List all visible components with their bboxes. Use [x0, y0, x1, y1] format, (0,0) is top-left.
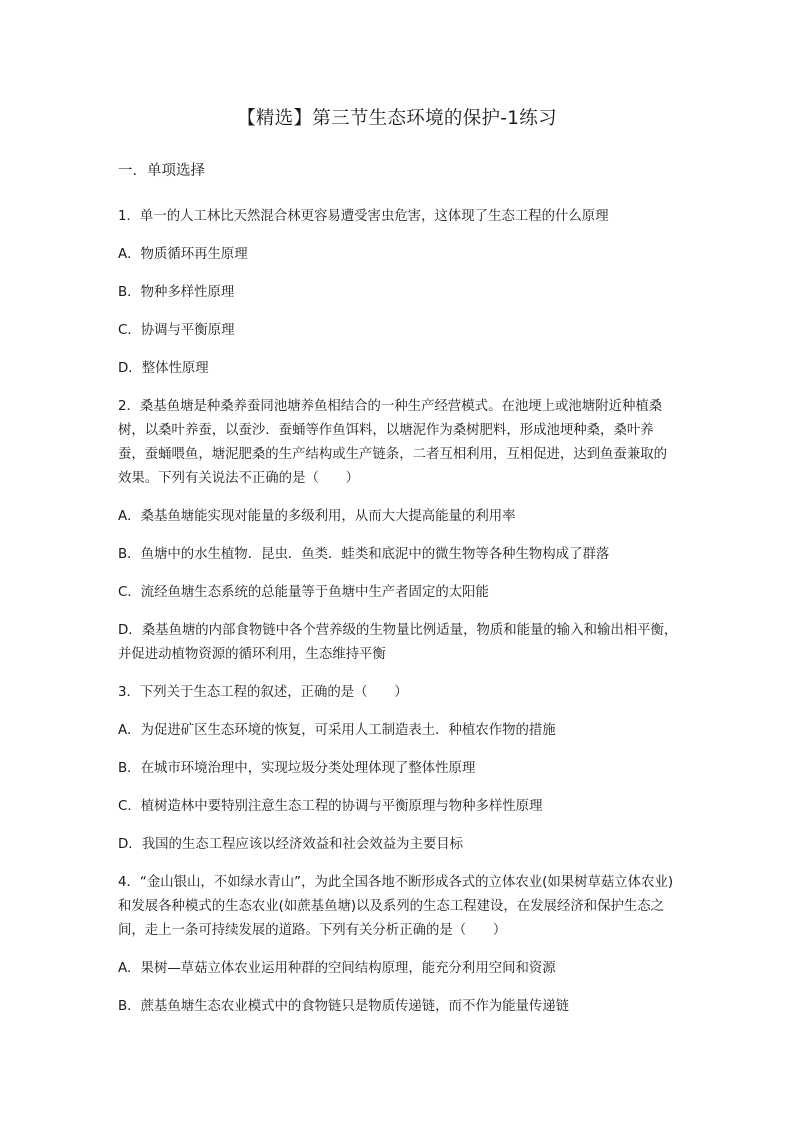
- q1-option-a: A．物质循环再生原理: [118, 247, 248, 262]
- q2-option-b: B．鱼塘中的水生植物．昆虫．鱼类．蛙类和底泥中的微生物等各种生物构成了群落: [118, 547, 610, 562]
- q3-option-c: C．植树造林中要特别注意生态工程的协调与平衡原理与物种多样性原理: [118, 799, 543, 814]
- question-list: [118, 205, 678, 1033]
- q2-option-a: A．桑基鱼塘能实现对能量的多级利用，从而大大提高能量的利用率: [118, 509, 516, 524]
- q2-option-c: C．流经鱼塘生态系统的总能量等于鱼塘中生产者固定的太阳能: [118, 585, 489, 600]
- question-stem-4: 4．“金山银山，不如绿水青山”，为此全国各地不断形成各式的立体农业(如果树草菇立体农业)和发展各种模式的生态农业(如蔗基鱼塘)以及系列的生态工程建设，在发展经济和保护生态之间，走上一条可持续发展的道路。下列有关分析正确的是（ ）: [118, 875, 674, 938]
- question-stem-3: 3．下列关于生态工程的叙述，正确的是（ ）: [118, 685, 408, 700]
- q3-option-d: D．我国的生态工程应该以经济效益和社会效益为主要目标: [118, 837, 464, 852]
- q2-option-d: D．桑基鱼塘的内部食物链中各个营养级的生物量比例适量，物质和能量的输入和输出相平衡，并促进动植物资源的循环利用，生态维持平衡: [118, 623, 678, 662]
- question-stem-2: 2．桑基鱼塘是种桑养蚕同池塘养鱼相结合的一种生产经营模式。在池埂上或池塘附近种植桑树，以桑叶养蚕，以蚕沙．蚕蛹等作鱼饵料，以塘泥作为桑树肥料，形成池埂种桑，桑叶养蚕，蚕蛹喂鱼，塘泥肥桑的生产结构或生产链条，二者互相利用，互相促进，达到鱼蚕兼取的效果。下列有关说法不正确的是（ ）: [118, 399, 668, 486]
- q4-option-a: A．果树—草菇立体农业运用种群的空间结构原理，能充分利用空间和资源: [118, 961, 556, 976]
- q1-option-d: D．整体性原理: [118, 361, 209, 376]
- document-title: 【精选】第三节生态环境的保护-1练习: [237, 108, 557, 129]
- q3-option-a: A．为促进矿区生态环境的恢复，可采用人工制造表土．种植农作物的措施: [118, 723, 556, 738]
- q1-option-c: C．协调与平衡原理: [118, 323, 235, 338]
- q4-option-b: B．蔗基鱼塘生态农业模式中的食物链只是物质传递链，而不作为能量传递链: [118, 999, 570, 1014]
- q3-option-b: B．在城市环境治理中，实现垃圾分类处理体现了整体性原理: [118, 761, 476, 776]
- section-heading: 一．单项选择: [118, 163, 205, 179]
- question-stem-1: 1．单一的人工林比天然混合林更容易遭受害虫危害，这体现了生态工程的什么原理: [118, 209, 609, 224]
- q1-option-b: B．物种多样性原理: [118, 285, 235, 300]
